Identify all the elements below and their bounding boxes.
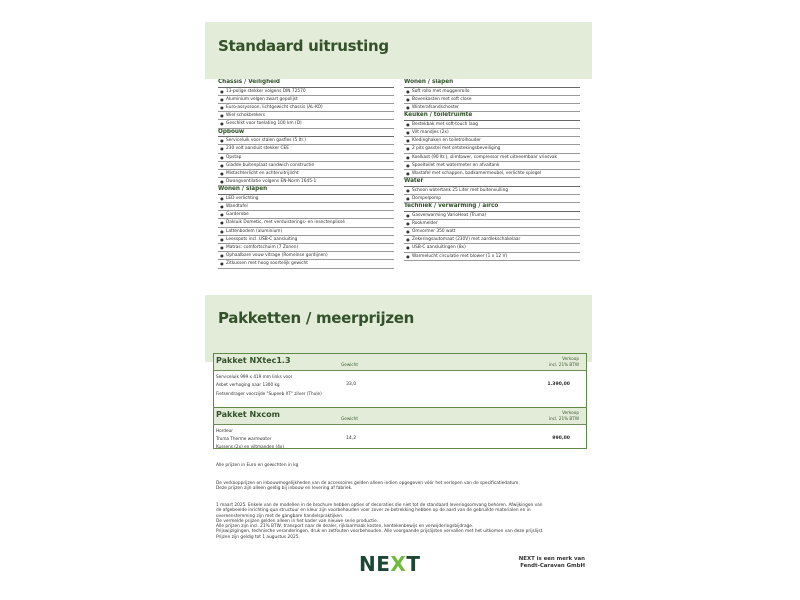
equipment-item	[404, 187, 580, 195]
equipment-item-text: Omvormer 350 watt	[412, 229, 456, 234]
equipment-item	[404, 96, 580, 104]
bullet-icon: ●	[220, 253, 224, 259]
bullet-icon: ●	[406, 220, 410, 226]
standard-equipment-title: Standaard uitrusting	[218, 37, 389, 55]
equipment-item	[218, 195, 394, 203]
package-line: Fietsendrager voorzijde "Supeeb XT" zilver (Thule)	[216, 391, 322, 396]
equipment-column-right	[404, 79, 580, 261]
equipment-item	[404, 212, 580, 220]
bullet-icon: ●	[406, 138, 410, 144]
bullet-icon: ●	[220, 162, 224, 168]
package-header	[214, 354, 586, 371]
equipment-item	[218, 236, 394, 244]
bullet-icon: ●	[220, 138, 224, 144]
equipment-item	[218, 203, 394, 211]
equipment-item	[404, 228, 580, 236]
disclaimer-note: 1 maart 2025. Enkele van de modellen in de brochure hebben opties of decoraties die niet tot de standaard leveringsomvang behoren. Afwijkingen van de afgebeelde inrichting qua structuur en kleur zijn voorbehouden voor zover ze betrekking hebben op de aard van de gebruikte materialen en in overeenstemming zijn met de gangbare handelspraktijken. De vermelde prijzen gelden alleen in het kader van nieuwe serie productie. Alle prijzen zijn incl. 21% BTW, transport naar de dealer, rijklaarmaak kosten, kentekenbewijs en verwijderingsbijdrage. Prijswijzigingen, technische veranderingen, druk en zetfouten voorbehouden. Alle voorgaande prijslijsten vervallen met het uitkomen van deze prijslijst. Prijzen zijn geldig tot 1 augustus 2025.	[216, 503, 544, 540]
bullet-icon: ●	[220, 154, 224, 160]
equipment-item-text: Wiel schokbrekers	[226, 113, 266, 119]
weight-column-label: Gewicht	[341, 416, 359, 421]
bullet-icon: ●	[220, 104, 224, 110]
next-logo: NEXT	[359, 552, 421, 576]
section-heading: Water	[404, 178, 580, 187]
package-weight: 14,2	[346, 436, 357, 441]
bullet-icon: ●	[406, 154, 410, 160]
equipment-item-text: Warmelucht circulatie met blower (1 x 12 V)	[412, 253, 508, 259]
price-column-label: Verkoop incl. 21% BTW	[548, 356, 579, 367]
equipment-item-text: Koelkast (90 ltr.), slimtower, compressor met uitneembaar vriesvak	[412, 154, 558, 160]
currency-note: Alle prijzen in Euro en gewichten in kg	[216, 463, 299, 468]
bullet-icon: ●	[220, 88, 224, 94]
bullet-icon: ●	[220, 146, 224, 152]
bullet-icon: ●	[220, 261, 224, 267]
packages-title: Pakketten / meerprijzen	[218, 309, 415, 327]
equipment-item	[218, 145, 394, 153]
price-list-page	[205, 22, 592, 582]
package-line: Asbet verhoging naar 1300 kg	[216, 382, 280, 387]
bullet-icon: ●	[220, 121, 224, 127]
section-heading: Opbouw	[218, 129, 394, 138]
equipment-item-text: Dakluik Dometic, met verduisterings- en insectenplissé	[226, 220, 345, 226]
equipment-item-text: Lattenbodem (aluminium)	[226, 228, 283, 234]
equipment-item	[218, 228, 394, 236]
equipment-item	[218, 211, 394, 219]
equipment-item-text: 2 pits gasstel met ontstekingsbeveiliging	[412, 146, 501, 152]
bullet-icon: ●	[220, 195, 224, 201]
standard-equipment-banner	[205, 22, 592, 79]
equipment-item	[218, 112, 394, 120]
bullet-icon: ●	[220, 113, 224, 119]
bullet-icon: ●	[406, 212, 410, 218]
equipment-item	[404, 244, 580, 252]
equipment-item-text: Winterafsandschoster	[412, 104, 459, 110]
package-line: Serviceluik 999 x 419 mm links voor	[216, 374, 293, 379]
equipment-item	[218, 96, 394, 104]
equipment-item-text: Mistachterlicht en achteruitrijlicht	[226, 170, 299, 176]
equipment-item-text: Soft rollo met muggenrollo	[412, 88, 470, 94]
equipment-item	[404, 162, 580, 170]
bullet-icon: ●	[406, 146, 410, 152]
bullet-icon: ●	[406, 229, 410, 234]
brand-note: NEXT is een merk van Fendt-Caravan GmbH	[518, 556, 585, 569]
bullet-icon: ●	[406, 245, 410, 251]
package-price: 1.390,00	[547, 382, 570, 387]
bullet-icon: ●	[220, 236, 224, 242]
equipment-item-text: Matras: comfortschuim (7 Zonen)	[226, 244, 299, 250]
equipment-item	[404, 253, 580, 261]
equipment-item-text: Wandtafel	[226, 204, 248, 210]
bullet-icon: ●	[406, 104, 410, 110]
bullet-icon: ●	[406, 121, 410, 127]
bullet-icon: ●	[406, 162, 410, 168]
bullet-icon: ●	[220, 170, 224, 176]
equipment-item	[404, 145, 580, 153]
bullet-icon: ●	[220, 220, 224, 226]
equipment-item	[404, 195, 580, 203]
equipment-item-text: Zekeringsautomaat (230V) met aardlekschakelaar	[412, 237, 521, 243]
bullet-icon: ●	[220, 228, 224, 234]
equipment-item-text: Bestekbak met soft-touch laag	[412, 121, 478, 127]
equipment-item-text: Wastafel met schappen, badkamermeubel, verlichte spiegel	[412, 170, 542, 176]
package-line: Kussens (2x) en viltmanden (4x)	[216, 444, 284, 449]
equipment-item-text: Aluminium velgen zwart gepolijst	[226, 96, 298, 102]
equipment-item	[218, 252, 394, 260]
equipment-item	[404, 121, 580, 129]
equipment-item	[218, 104, 394, 112]
equipment-item	[218, 120, 394, 128]
package-price: 990,00	[552, 436, 570, 441]
equipment-item-text: LED verlichting	[226, 195, 259, 201]
equipment-item-text: Rookmelder	[412, 220, 438, 226]
bullet-icon: ●	[220, 244, 224, 250]
equipment-item	[218, 244, 394, 252]
equipment-item	[404, 170, 580, 178]
equipment-column-left	[218, 79, 394, 269]
section-heading: Chassis / Veiligheid	[218, 79, 394, 88]
equipment-item	[218, 260, 394, 268]
weight-column-label: Gewicht	[341, 362, 359, 367]
bullet-icon: ●	[406, 96, 410, 102]
equipment-item	[218, 154, 394, 162]
equipment-item	[404, 154, 580, 162]
section-heading: Keuken / toiletruimte	[404, 112, 580, 121]
equipment-item	[218, 219, 394, 227]
bullet-icon: ●	[406, 187, 410, 193]
equipment-item-text: Garderobe	[226, 212, 249, 218]
equipment-item-text: Schoon watertank 25 Liter met buitenvulling	[412, 187, 509, 193]
bullet-icon: ●	[406, 129, 410, 135]
package-line: Truma Therme warmwater	[216, 436, 272, 441]
package-header	[214, 408, 586, 425]
equipment-item-text: Gasverwarming VarioHeat (Truma)	[412, 212, 487, 218]
equipment-item	[404, 104, 580, 112]
bullet-icon: ●	[220, 204, 224, 210]
equipment-item	[218, 162, 394, 170]
package-name: Pakket Nxcom	[216, 410, 280, 419]
equipment-item-text: Ophaalbare vouw vitrage (Romeinse gordijnen)	[226, 253, 328, 259]
validity-note: De verkoopprijzen en inbouwmogelijkheden van de accessoires gelden alleen indien opgegeven vóór het verlopen van de specificatiedatum. Deze prijzen zijn alleen geldig bij inbouw en levering af fabriek.	[216, 481, 520, 492]
equipment-item-text: Gladde buitenplaat sandwich constructie	[226, 162, 315, 168]
equipment-item	[404, 88, 580, 96]
equipment-item-text: Vilt mandjes (2x)	[412, 129, 449, 135]
package-card	[213, 353, 587, 409]
bullet-icon: ●	[220, 96, 224, 102]
equipment-item-text: 230 volt aansluit stekker CEE	[226, 146, 289, 152]
equipment-item-text: Kledinghaken en toiletrolhouder	[412, 138, 481, 144]
package-name: Pakket NXtec1.3	[216, 356, 291, 365]
bullet-icon: ●	[406, 237, 410, 243]
equipment-item-text: Spoeltoilet met watermeter en afvaltank	[412, 162, 500, 168]
equipment-item	[218, 178, 394, 186]
equipment-item	[218, 170, 394, 178]
packages-banner	[205, 295, 592, 362]
price-column-label: Verkoop incl. 21% BTW	[548, 410, 579, 421]
package-card	[213, 407, 587, 449]
equipment-item	[404, 137, 580, 145]
equipment-item-text: Bovenkasten met soft close	[412, 96, 472, 102]
equipment-item	[404, 129, 580, 137]
equipment-item-text: USB-C aansluitingen (8x)	[412, 245, 466, 251]
package-line: Hordeur	[216, 428, 233, 433]
bullet-icon: ●	[406, 195, 410, 201]
equipment-item-text: Leesspots incl. USB-C aansluiting	[226, 236, 298, 242]
package-weight: 33,0	[346, 382, 357, 387]
equipment-item-text: Serviceluik voor stalen gasfles (5 ltr.)	[226, 138, 306, 144]
section-heading: Techniek / verwarming / airco	[404, 203, 580, 212]
equipment-item	[218, 137, 394, 145]
equipment-item-text: Euro-assyssoon, lichtgewicht chassis (AL-KO)	[226, 104, 323, 110]
equipment-item	[404, 220, 580, 228]
section-heading: Wonen / slapen	[218, 186, 394, 195]
bullet-icon: ●	[220, 179, 224, 185]
equipment-item-text: Dompelpomp	[412, 195, 441, 201]
bullet-icon: ●	[220, 212, 224, 218]
equipment-item-text: Opstap	[226, 154, 242, 160]
equipment-item-text: Zitkussen met hoog soortelijk gewicht	[226, 261, 308, 267]
equipment-item	[404, 236, 580, 244]
section-heading: Wonen / slapen	[404, 79, 580, 88]
bullet-icon: ●	[406, 88, 410, 94]
equipment-item	[218, 88, 394, 96]
equipment-item-text: Dwangventilatie volgens EN-Norm 1645-1	[226, 179, 317, 185]
bullet-icon: ●	[406, 170, 410, 176]
equipment-item-text: Geschikt voor toelating 100 km (D)	[226, 121, 302, 127]
bullet-icon: ●	[406, 253, 410, 259]
equipment-item-text: 13-polige stekker volgens DIN 72570	[226, 88, 306, 94]
